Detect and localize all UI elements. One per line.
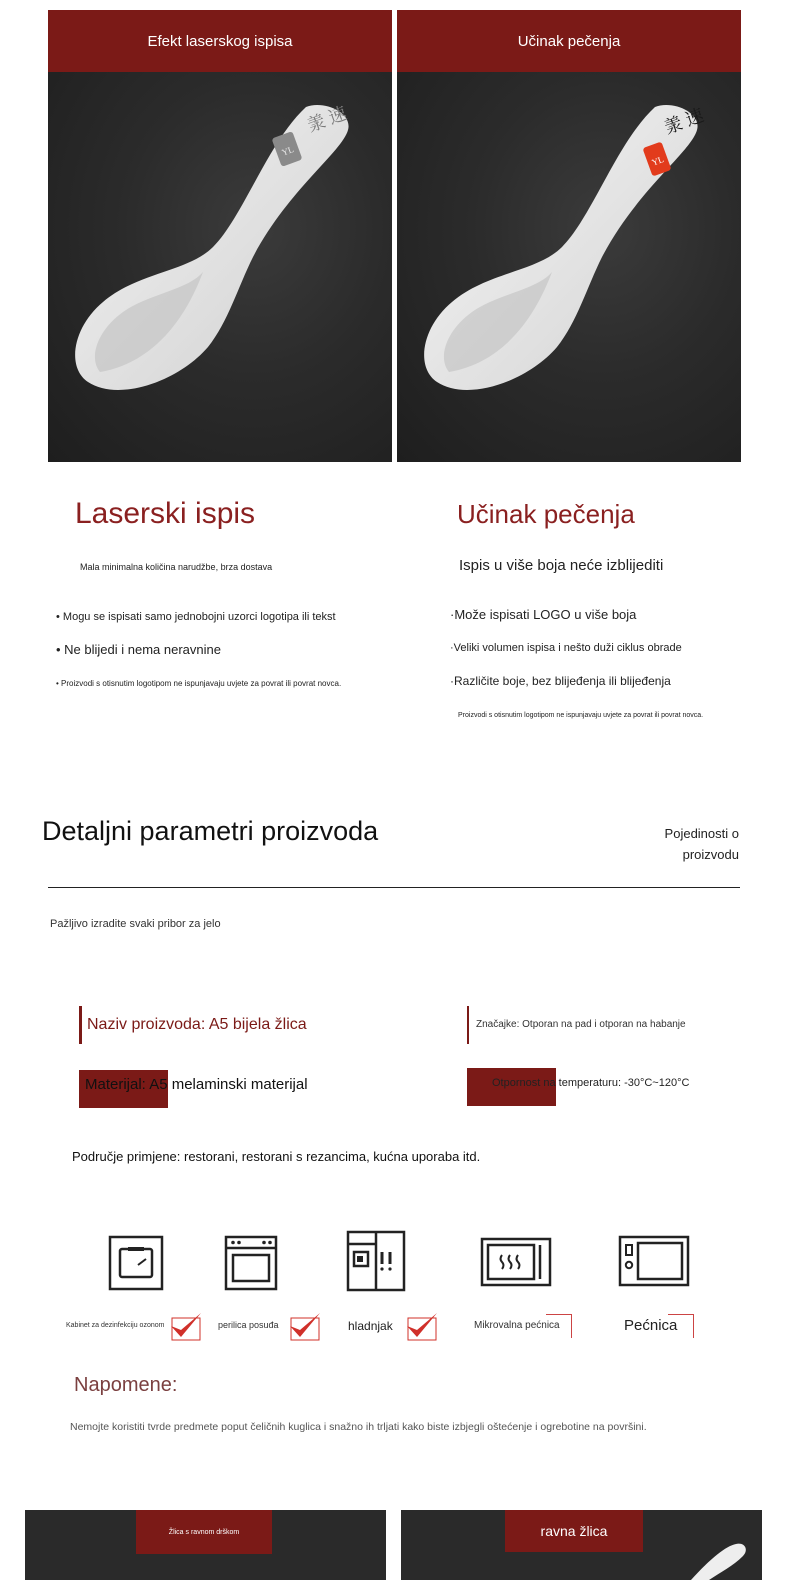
oven-icon [618,1235,690,1287]
laser-bullet-2: • Ne blijedi i nema neravnine [56,642,221,657]
microwave-icon [480,1237,552,1287]
param-usage: Područje primjene: restorani, restorani s rezancima, kućna uporaba itd. [72,1149,481,1164]
baking-spoon-photo [397,72,741,462]
param-feature: Značajke: Otporan na pad i otporan na habanje [476,1019,686,1030]
baking-bullet-4: Proizvodi s otisnutim logotipom ne ispunjavaju uvjete za povrat ili povrat novca. [458,712,704,719]
check-icon-ozone [168,1310,204,1342]
spoon-laser-image [48,72,392,462]
laser-subtitle: Mala minimalna količina narudžbe, brza dostava [80,562,273,572]
baking-panel [397,10,741,462]
baking-section-title: Učinak pečenja [457,499,635,529]
details-side-line-2: proizvodu [682,847,739,862]
flat-handle-spoon-panel [25,1510,386,1580]
check-icon-dishwasher [287,1310,323,1342]
appliance-label-refrigerator: hladnjak [348,1319,393,1333]
appliance-label-microwave: Mikrovalna pećnica [474,1320,560,1331]
notes-text: Nemojte koristiti tvrde predmete poput čeličnih kuglica i snažno ih trljati kako biste izbjegli oštećenje i ogrebotine na površini. [70,1421,647,1433]
check-icon-refrigerator [404,1310,440,1342]
baking-header: Učinak pečenja [397,10,741,72]
param-product-name: Naziv proizvoda: A5 bijela žlica [87,1016,307,1033]
param-name-accent [79,1006,82,1044]
unchecked-box-oven [668,1314,694,1338]
svg-text:YL: YL [650,154,666,168]
param-feature-accent [467,1006,469,1044]
laser-bullet-1: • Mogu se ispisati samo jednobojni uzorci logotipa ili tekst [56,611,336,623]
flat-handle-spoon-tag: Žlica s ravnom drškom [136,1510,272,1554]
param-material: Materijal: A5 melaminski materijal [85,1076,308,1093]
notes-title: Napomene: [74,1374,178,1396]
appliance-label-dishwasher: perilica posuđa [218,1320,279,1330]
svg-text:羕 速: 羕 速 [304,103,350,136]
laser-print-header: Efekt laserskog ispisa [48,10,392,72]
laser-spoon-photo [48,72,392,462]
laser-section-title: Laserski ispis [75,497,256,530]
refrigerator-icon [346,1230,406,1292]
dishwasher-icon [224,1235,278,1291]
appliance-label-oven: Pećnica [624,1317,678,1334]
straight-spoon-image [671,1538,751,1580]
baking-bullet-2: ·Veliki volumen ispisa i nešto duži ciklus obrade [450,642,682,654]
baking-bullet-1: ·Može ispisati LOGO u više boja [450,607,637,622]
spoon-baking-image [397,72,741,462]
details-title: Detaljni parametri proizvoda [42,816,379,846]
appliance-label-ozone: Kabinet za dezinfekciju ozonom [66,1322,165,1329]
param-temperature: Otpornost na temperaturu: -30°C~120°C [492,1077,690,1089]
ozone-cabinet-icon [108,1235,164,1291]
unchecked-box-microwave [546,1314,572,1338]
baking-bullet-3: ·Različite boje, bez blijeđenja ili blijeđenja [450,674,671,688]
laser-bullet-3: • Proizvodi s otisnutim logotipom ne ispunjavaju uvjete za povrat ili povrat novca. [56,679,342,688]
baking-subtitle: Ispis u više boja neće izblijediti [459,557,664,574]
details-tagline: Pažljivo izradite svaki pribor za jelo [50,918,221,930]
svg-text:羕 速: 羕 速 [661,105,707,138]
laser-print-panel [48,10,392,462]
straight-spoon-tag: ravna žlica [505,1510,643,1552]
svg-text:YL: YL [280,144,296,158]
straight-spoon-panel [401,1510,762,1580]
details-side-line-1: Pojedinosti o [664,826,739,841]
details-divider [48,887,740,888]
